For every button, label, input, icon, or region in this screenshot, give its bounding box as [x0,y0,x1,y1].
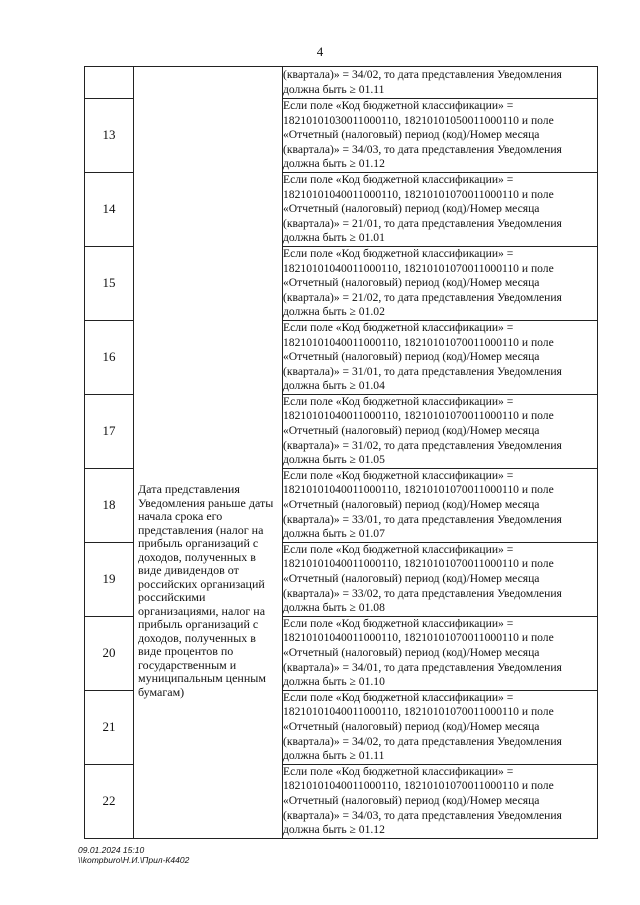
condition-line: должна быть ≥ 01.07 [283,527,385,541]
condition-line: (квартала)» = 21/02, то дата представления Уведомления [283,290,562,304]
condition-line: (квартала)» = 34/02, то дата представления Уведомления [283,67,562,81]
row-number: 14 [85,172,134,246]
row-number: 16 [85,320,134,394]
condition-cell [283,99,598,173]
condition-line: 18210101040011000110, 18210101070011000110 и поле [283,261,554,275]
condition-line: 18210101040011000110, 18210101070011000110 и поле [283,557,554,571]
condition-line: 18210101040011000110, 18210101070011000110 и поле [283,335,554,349]
condition-line: (квартала)» = 21/01, то дата представления Уведомления [283,216,562,230]
condition-line: (квартала)» = 34/03, то дата представления Уведомления [283,142,562,156]
condition-line: 18210101040011000110, 18210101070011000110 и поле [283,483,554,497]
condition-line: «Отчетный (налоговый) период (код)/Номер месяца [283,276,540,290]
condition-line: должна быть ≥ 01.11 [283,82,385,96]
condition-line: (квартала)» = 33/01, то дата представления Уведомления [283,512,562,526]
condition-cell [283,468,598,542]
condition-line: Если поле «Код бюджетной классификации» = [283,99,514,112]
row-number-cell [85,67,134,99]
validation-table [84,66,598,839]
condition-cell [283,246,598,320]
condition-cell [283,67,598,99]
table-row [85,67,598,99]
condition-line: 18210101040011000110, 18210101070011000110 и поле [283,409,554,423]
description-text: Дата представления Уведомления раньше даты начала срока его представления (налог на прибыль организаций с доходов, полученных в виде дивидендов от российских организаций российскими организациями, налог на прибыль организаций с доходов, полученных в виде процентов по государственным и муниципальным ценным бумагам) [138,482,274,699]
condition-line: (квартала)» = 34/01, то дата представления Уведомления [283,660,562,674]
condition-cell [283,172,598,246]
condition-line: «Отчетный (налоговый) период (код)/Номер месяца [283,645,540,659]
condition-line: (квартала)» = 34/03, то дата представления Уведомления [283,808,562,822]
condition-line: должна быть ≥ 01.08 [283,601,385,615]
condition-line: «Отчетный (налоговый) период (код)/Номер месяца [283,498,540,512]
condition-line: «Отчетный (налоговый) период (код)/Номер месяца [283,793,540,807]
row-number: 15 [85,246,134,320]
condition-line: «Отчетный (налоговый) период (код)/Номер месяца [283,350,540,364]
row-number: 20 [85,616,134,690]
row-number: 18 [85,468,134,542]
condition-line: должна быть ≥ 01.12 [283,823,385,837]
row-number: 22 [85,764,134,838]
condition-line: Если поле «Код бюджетной классификации» = [283,320,514,334]
condition-cell [283,542,598,616]
row-number: 17 [85,394,134,468]
condition-line: должна быть ≥ 01.05 [283,453,385,467]
condition-line: «Отчетный (налоговый) период (код)/Номер месяца [283,424,540,438]
condition-line: должна быть ≥ 01.10 [283,675,385,689]
condition-line: Если поле «Код бюджетной классификации» = [283,616,514,630]
condition-line: «Отчетный (налоговый) период (код)/Номер месяца [283,128,540,142]
condition-line: 18210101040011000110, 18210101070011000110 и поле [283,187,554,201]
condition-line: (квартала)» = 33/02, то дата представления Уведомления [283,586,562,600]
condition-line: Если поле «Код бюджетной классификации» = [283,246,514,260]
condition-line: 18210101040011000110, 18210101070011000110 и поле [283,705,554,719]
condition-line: Если поле «Код бюджетной классификации» = [283,764,514,778]
condition-line: должна быть ≥ 01.04 [283,379,385,393]
condition-line: должна быть ≥ 01.02 [283,305,385,319]
condition-cell [283,394,598,468]
row-number: 19 [85,542,134,616]
footer-timestamp: 09.01.2024 15:10 [78,845,145,855]
condition-line: «Отчетный (налоговый) период (код)/Номер месяца [283,719,540,733]
condition-line: (квартала)» = 31/02, то дата представления Уведомления [283,438,562,452]
row-number: 21 [85,690,134,764]
row-number: 13 [85,99,134,173]
condition-line: «Отчетный (налоговый) период (код)/Номер месяца [283,202,540,216]
condition-cell [283,616,598,690]
condition-cell [283,320,598,394]
condition-line: должна быть ≥ 01.12 [283,157,385,171]
condition-cell [283,764,598,838]
condition-line: должна быть ≥ 01.11 [283,749,385,763]
page-number: 4 [316,44,324,59]
footer-file-path: \\kompburo\Н.И.\Прил-К4402 [78,855,190,865]
condition-cell [283,690,598,764]
condition-line: должна быть ≥ 01.01 [283,231,385,245]
condition-line: Если поле «Код бюджетной классификации» = [283,542,514,556]
description-cell [134,67,283,839]
document-footer [78,845,189,865]
condition-line: Если поле «Код бюджетной классификации» = [283,468,514,482]
condition-line: 18210101030011000110, 18210101050011000110 и поле [283,113,554,127]
condition-line: 18210101040011000110, 18210101070011000110 и поле [283,779,554,793]
condition-line: 18210101040011000110, 18210101070011000110 и поле [283,631,554,645]
condition-line: (квартала)» = 31/01, то дата представления Уведомления [283,364,562,378]
condition-line: Если поле «Код бюджетной классификации» = [283,172,514,186]
condition-line: Если поле «Код бюджетной классификации» = [283,394,514,408]
condition-line: Если поле «Код бюджетной классификации» = [283,690,514,704]
condition-line: «Отчетный (налоговый) период (код)/Номер месяца [283,572,540,585]
condition-line: (квартала)» = 34/02, то дата представления Уведомления [283,734,562,748]
